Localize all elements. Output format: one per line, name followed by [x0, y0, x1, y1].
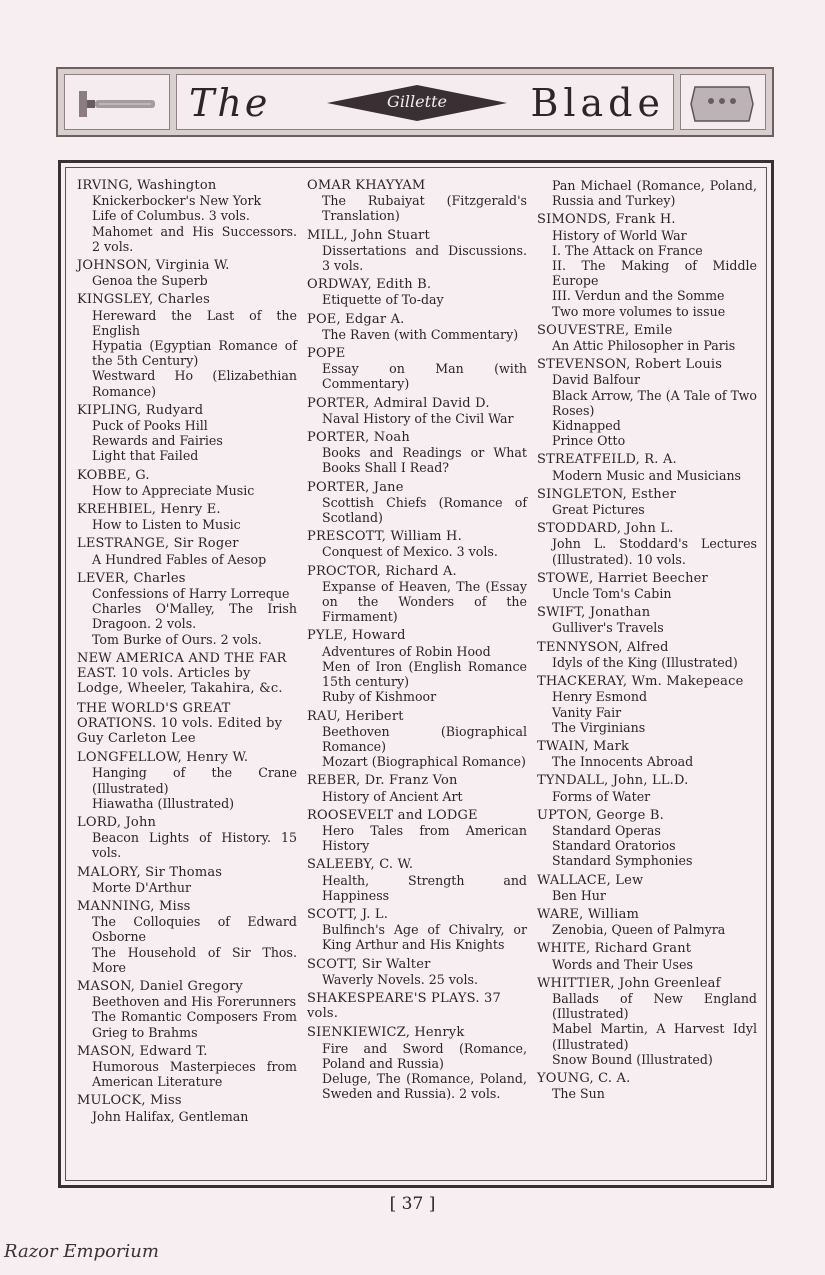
book-title: Gulliver's Travels	[552, 620, 664, 636]
book-title: Deluge, The (Romance, Poland, Sweden and Russia). 2 vols.	[322, 1070, 527, 1102]
author-name: POPE	[307, 346, 346, 362]
author-name: STOWE, Harriet Beecher	[537, 570, 708, 586]
book-title: Vanity Fair	[552, 704, 622, 720]
book-title: Beethoven (Biographical Romance)	[322, 723, 527, 754]
catalog-entry	[77, 651, 297, 697]
book-title: The Sun	[552, 1086, 605, 1102]
book-title: Essay on Man (with Commentary)	[322, 361, 527, 392]
book-title: The Raven (with Commentary)	[322, 326, 519, 342]
book-title: History of Ancient Art	[322, 788, 463, 804]
book-title: Hanging of the Crane (Illustrated)	[92, 765, 297, 796]
catalog-entry	[307, 396, 527, 426]
razor-panel	[64, 74, 170, 130]
catalog-entry	[77, 701, 297, 747]
book-title: How to Appreciate Music	[92, 482, 255, 498]
catalog-entry	[307, 907, 527, 953]
book-title: Black Arrow, The (A Tale of Two Roses)	[552, 387, 757, 418]
book-title: Kidnapped	[552, 418, 621, 434]
book-title: Genoa the Superb	[92, 273, 208, 289]
catalog-entry	[537, 357, 757, 448]
title-panel	[176, 74, 674, 130]
catalog-entry	[307, 529, 527, 559]
author-name: MILL, John Stuart	[307, 227, 430, 243]
book-title: Bulfinch's Age of Chivalry, or King Arthur and His Knights	[322, 922, 527, 953]
book-title: Men of Iron (English Romance 15th century)	[322, 658, 527, 690]
catalog-entry	[537, 521, 757, 567]
book-title: An Attic Philosopher in Paris	[552, 338, 736, 354]
author-name: MASON, Daniel Gregory	[77, 978, 243, 994]
book-title: Health, Strength and Happiness	[322, 872, 527, 903]
author-name: SCOTT, J. L.	[307, 906, 389, 922]
catalog-entry	[307, 564, 527, 625]
catalog-entry	[537, 605, 757, 635]
author-name: REBER, Dr. Franz Von	[307, 773, 458, 789]
column-2	[307, 178, 527, 1105]
book-title: Hiawatha (Illustrated)	[92, 795, 235, 811]
book-title: Henry Esmond	[552, 689, 648, 705]
catalog-entry	[77, 292, 297, 398]
book-title: Conquest of Mexico. 3 vols.	[322, 544, 498, 560]
author-name: STREATFEILD, R. A.	[537, 452, 677, 468]
author-name: SOUVESTRE, Emile	[537, 322, 673, 338]
book-title: Books and Readings or What Books Shall I Read?	[322, 445, 527, 476]
catalog-entry	[537, 674, 757, 735]
author-name: LORD, John	[77, 814, 157, 830]
book-title: Charles O'Malley, The Irish Dragoon. 2 vols.	[92, 601, 297, 632]
author-name: SINGLETON, Esther	[537, 486, 677, 502]
author-name: SIMONDS, Frank H.	[537, 212, 676, 228]
author-name: TENNYSON, Alfred	[537, 639, 669, 655]
book-title: Snow Bound (Illustrated)	[552, 1051, 713, 1067]
author-name: ORDWAY, Edith B.	[307, 277, 432, 293]
book-title: John L. Stoddard's Lectures (Illustrated). 10 vols.	[552, 536, 757, 567]
book-title: Hero Tales from American History	[322, 822, 527, 854]
author-name: PRESCOTT, William H.	[307, 529, 462, 545]
book-title: Etiquette of To-day	[322, 292, 444, 308]
author-name: KINGSLEY, Charles	[77, 292, 211, 308]
catalog-entry	[77, 815, 297, 861]
author-name: NEW AMERICA AND THE FAR EAST. 10 vols. Articles by Lodge, Wheeler, Takahira, &c.	[77, 650, 287, 697]
author-name: TYNDALL, John, LL.D.	[537, 773, 689, 789]
author-name: WALLACE, Lew	[537, 872, 644, 888]
catalog-entry	[307, 346, 527, 392]
book-title: Standard Operas	[552, 822, 661, 838]
author-name: PORTER, Admiral David D.	[307, 395, 490, 411]
book-title: Ballads of New England (Illustrated)	[552, 990, 757, 1022]
book-title: The Virginians	[552, 719, 646, 735]
author-name: TWAIN, Mark	[537, 738, 630, 754]
catalog-entry	[77, 1093, 297, 1123]
book-title: Morte D'Arthur	[92, 879, 191, 895]
catalog-entry	[307, 991, 527, 1021]
catalog-entry	[537, 976, 757, 1067]
author-name: PROCTOR, Richard A.	[307, 563, 457, 579]
gillette-diamond-logo	[327, 83, 507, 123]
book-title: Ben Hur	[552, 887, 606, 903]
author-name: LONGFELLOW, Henry W.	[77, 750, 249, 766]
book-title: Idyls of the King (Illustrated)	[552, 654, 738, 670]
author-name: LEVER, Charles	[77, 570, 186, 586]
book-title: Adventures of Robin Hood	[322, 643, 491, 659]
author-name: STODDARD, John L.	[537, 521, 674, 537]
catalog-entry	[307, 178, 527, 224]
author-name: YOUNG, C. A.	[537, 1070, 631, 1086]
author-name: WARE, William	[537, 906, 640, 922]
author-name: WHITTIER, John Greenleaf	[537, 975, 721, 991]
author-name: POE, Edgar A.	[307, 311, 405, 327]
blade-panel	[680, 74, 766, 130]
title-word-blade: Blade	[530, 81, 665, 125]
author-name: KOBBE, G.	[77, 467, 150, 483]
author-name: RAU, Heribert	[307, 708, 404, 724]
author-name: KIPLING, Rudyard	[77, 402, 204, 418]
book-title: Two more volumes to issue	[552, 303, 726, 319]
book-title: Humorous Masterpieces from American Literature	[92, 1058, 297, 1090]
book-title: Rewards and Fairies	[92, 433, 223, 449]
book-title: Mozart (Biographical Romance)	[322, 754, 526, 770]
book-title: Puck of Pooks Hill	[92, 418, 208, 434]
catalog-entry	[307, 228, 527, 274]
book-title: Fire and Sword (Romance, Poland and Russia)	[322, 1040, 527, 1071]
author-name: ROOSEVELT and LODGE	[307, 807, 478, 823]
catalog-entry	[307, 857, 527, 903]
catalog-entry	[77, 899, 297, 975]
brand-name: Gillette	[387, 92, 447, 111]
author-name: SWIFT, Jonathan	[537, 605, 651, 621]
author-name: PORTER, Noah	[307, 430, 410, 446]
catalog-entry	[77, 468, 297, 498]
catalog-entry	[77, 536, 297, 566]
book-title: Hereward the Last of the English	[92, 307, 297, 338]
catalog-entry	[537, 452, 757, 482]
book-title: Tom Burke of Ours. 2 vols.	[92, 631, 262, 647]
book-title: Great Pictures	[552, 502, 645, 518]
author-name: MASON, Edward T.	[77, 1043, 208, 1059]
catalog-entry	[307, 312, 527, 342]
book-title: Uncle Tom's Cabin	[552, 586, 672, 602]
catalog-entry	[77, 979, 297, 1040]
author-name: PYLE, Howard	[307, 628, 406, 644]
book-title: II. The Making of Middle Europe	[552, 258, 757, 289]
catalog-entry	[77, 258, 297, 288]
book-title: David Balfour	[552, 372, 640, 388]
catalog-entry	[537, 1071, 757, 1101]
book-title: Words and Their Uses	[552, 956, 693, 972]
title-word-the: The	[189, 81, 271, 125]
book-title: History of World War	[552, 227, 687, 243]
book-title: Light that Failed	[92, 448, 199, 464]
catalog-entry	[307, 957, 527, 987]
book-title: Mahomet and His Successors. 2 vols.	[92, 223, 297, 254]
catalog-entry	[307, 709, 527, 770]
book-title: Knickerbocker's New York	[92, 193, 262, 209]
book-title: Prince Otto	[552, 433, 626, 449]
catalog-entry	[307, 430, 527, 476]
catalog-entry	[307, 628, 527, 704]
catalog-entry	[537, 773, 757, 803]
book-title: The Household of Sir Thos. More	[92, 944, 297, 975]
catalog-entry	[307, 773, 527, 803]
author-name: IRVING, Washington	[77, 178, 217, 193]
book-title: Naval History of the Civil War	[322, 410, 514, 426]
catalog-entry	[537, 323, 757, 353]
catalog-entry	[537, 907, 757, 937]
book-title: Modern Music and Musicians	[552, 467, 742, 483]
book-title: Mabel Martin, A Harvest Idyl (Illustrated)	[552, 1021, 757, 1052]
catalog-entry	[537, 571, 757, 601]
catalog-entry	[77, 502, 297, 532]
catalog-entry	[77, 571, 297, 647]
catalog-entry	[307, 808, 527, 854]
author-name: KREHBIEL, Henry E.	[77, 502, 221, 518]
catalog-entry	[537, 739, 757, 769]
book-title: The Romantic Composers From Grieg to Brahms	[92, 1009, 297, 1040]
book-title: Beethoven and His Forerunners	[92, 994, 297, 1010]
catalog-entry	[537, 941, 757, 971]
column-3	[537, 178, 757, 1105]
author-name: LESTRANGE, Sir Roger	[77, 536, 239, 552]
book-title: Expanse of Heaven, The (Essay on the Wonders of the Firmament)	[322, 578, 527, 625]
catalog-entry	[77, 865, 297, 895]
book-title: The Colloquies of Edward Osborne	[92, 914, 297, 945]
book-title: III. Verdun and the Somme	[552, 288, 725, 304]
catalog-entry	[307, 480, 527, 526]
book-title: How to Listen to Music	[92, 517, 241, 533]
book-title: A Hundred Fables of Aesop	[92, 551, 267, 567]
catalog-entry	[77, 750, 297, 811]
author-name: SHAKESPEARE'S PLAYS. 37 vols.	[307, 990, 501, 1022]
book-title: Life of Columbus. 3 vols.	[92, 208, 250, 224]
masthead-banner	[56, 67, 774, 137]
author-name: MULOCK, Miss	[77, 1093, 182, 1109]
page-number: [ 37 ]	[389, 1194, 436, 1214]
book-title: Westward Ho (Elizabethian Romance)	[92, 368, 297, 399]
book-title: Forms of Water	[552, 788, 651, 804]
author-name: SCOTT, Sir Walter	[307, 956, 431, 972]
author-name: SIENKIEWICZ, Henryk	[307, 1025, 465, 1041]
razor-blade-icon	[687, 81, 757, 127]
catalog-entry	[537, 873, 757, 903]
author-name: THE WORLD'S GREAT ORATIONS. 10 vols. Edited by Guy Carleton Lee	[77, 700, 283, 746]
author-name: SALEEBY, C. W.	[307, 857, 414, 873]
book-title: Pan Michael (Romance, Poland, Russia and Turkey)	[552, 178, 757, 209]
catalog-entry	[537, 212, 757, 318]
catalog-entry	[307, 1025, 527, 1101]
author-name: WHITE, Richard Grant	[537, 941, 692, 957]
book-title: Standard Oratorios	[552, 838, 676, 854]
book-title: The Rubaiyat (Fitzgerald's Translation)	[322, 193, 527, 224]
safety-razor-icon	[77, 87, 159, 121]
catalog-entry	[77, 1044, 297, 1090]
catalog-entry	[307, 277, 527, 307]
catalog-entry	[77, 403, 297, 464]
watermark: Razor Emporium	[4, 1241, 159, 1262]
author-name: UPTON, George B.	[537, 807, 664, 823]
book-title: Zenobia, Queen of Palmyra	[552, 922, 726, 938]
author-name: STEVENSON, Robert Louis	[537, 357, 723, 373]
column-1	[77, 178, 297, 1128]
author-name: THACKERAY, Wm. Makepeace	[537, 674, 744, 690]
book-title: Ruby of Kishmoor	[322, 689, 437, 705]
catalog-entry	[537, 487, 757, 517]
book-title: Hypatia (Egyptian Romance of the 5th Century)	[92, 338, 297, 369]
author-name: JOHNSON, Virginia W.	[77, 258, 230, 274]
catalog-entry	[537, 178, 757, 208]
catalog-entry	[537, 640, 757, 670]
author-name: PORTER, Jane	[307, 479, 404, 495]
author-name: MALORY, Sir Thomas	[77, 864, 223, 880]
book-title: I. The Attack on France	[552, 242, 703, 258]
book-title: John Halifax, Gentleman	[92, 1108, 249, 1124]
book-title: Standard Symphonies	[552, 853, 693, 869]
catalog-entry	[537, 808, 757, 869]
book-title: The Innocents Abroad	[552, 754, 694, 770]
author-name: OMAR KHAYYAM	[307, 178, 426, 193]
book-title: Beacon Lights of History. 15 vols.	[92, 830, 297, 861]
catalog-entry	[77, 178, 297, 254]
book-title: Scottish Chiefs (Romance of Scotland)	[322, 494, 527, 526]
book-title: Confessions of Harry Lorreque	[92, 586, 290, 602]
author-name: MANNING, Miss	[77, 898, 191, 914]
book-title: Dissertations and Discussions. 3 vols.	[322, 242, 527, 274]
book-title: Waverly Novels. 25 vols.	[322, 971, 478, 987]
